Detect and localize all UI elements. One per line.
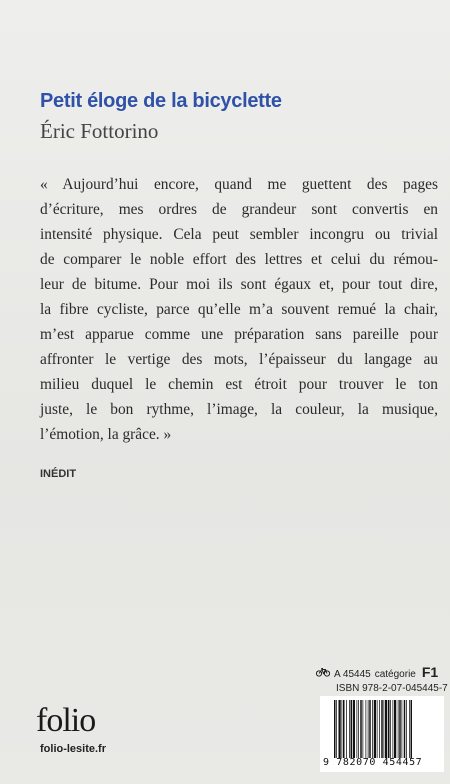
- barcode-bar: [398, 700, 399, 758]
- barcode: [320, 696, 444, 772]
- barcode-bar: [381, 700, 383, 758]
- barcode-bars: [334, 700, 434, 758]
- barcode-bar: [402, 700, 403, 758]
- book-title: Petit éloge de la bicyclette: [40, 90, 282, 112]
- quote-line: « Aujourd’hui encore, quand me guettent des pages: [40, 176, 438, 193]
- barcode-bar: [360, 700, 362, 758]
- barcode-bar: [384, 700, 385, 758]
- barcode-bar: [409, 700, 410, 758]
- bicycle-icon: [316, 667, 330, 677]
- book-author: Éric Fottorino: [40, 119, 159, 143]
- barcode-bar: [374, 700, 376, 758]
- barcode-bar: [358, 700, 359, 758]
- barcode-bar: [369, 700, 371, 758]
- inedit-label: INÉDIT: [40, 468, 77, 480]
- barcode-bar: [349, 700, 350, 758]
- catalog-code: A 45445: [334, 669, 371, 680]
- barcode-bar: [336, 700, 337, 758]
- barcode-bar: [366, 700, 367, 758]
- barcode-bar: [404, 700, 406, 758]
- barcode-bar: [372, 700, 373, 758]
- quote-line: juste, le bon rythme, l’image, la couleur, la musique,: [40, 401, 438, 418]
- barcode-bar: [411, 700, 413, 758]
- categorie-label: catégorie: [374, 669, 416, 680]
- isbn: ISBN 978-2-07-045445-7: [336, 683, 448, 694]
- barcode-bar: [388, 700, 390, 758]
- barcode-bar: [399, 700, 401, 758]
- barcode-number: 9 782070 454457: [323, 757, 423, 768]
- barcode-bar: [394, 700, 396, 758]
- barcode-bar: [339, 700, 341, 758]
- barcode-bar: [353, 700, 355, 758]
- barcode-bar: [343, 700, 345, 758]
- barcode-bar: [379, 700, 380, 758]
- barcode-bar: [351, 700, 353, 758]
- barcode-bar: [363, 700, 364, 758]
- barcode-bar: [385, 700, 387, 758]
- barcode-bar: [368, 700, 369, 758]
- quote-line: milieu duquel le chemin est étroit pour trouver le ton: [40, 376, 438, 393]
- quote-line: m’est apparue comme une préparation sans pareille pour: [40, 326, 438, 343]
- barcode-bar: [342, 700, 343, 758]
- barcode-bar: [357, 700, 358, 758]
- quote-line: de comparer le noble effort des lettres et celui du rémou-: [40, 251, 438, 268]
- barcode-bar: [406, 700, 407, 758]
- publisher-logo: folio: [36, 702, 96, 739]
- barcode-bar: [346, 700, 347, 758]
- quote-line: l’émotion, la grâce. »: [40, 426, 172, 443]
- barcode-bar: [390, 700, 391, 758]
- barcode-bar: [377, 700, 378, 758]
- catalog-info: [316, 664, 438, 680]
- back-cover-quote: [40, 172, 438, 447]
- barcode-bar: [393, 700, 394, 758]
- quote-line: intensité physique. Cela peut sembler incongru ou trivial: [40, 226, 438, 243]
- barcode-bar: [334, 700, 336, 758]
- quote-line: leur de bitume. Pour moi ils sont égaux et, pour tout dire,: [40, 276, 438, 293]
- publisher-site: folio-lesite.fr: [40, 743, 107, 755]
- quote-line: la fibre cycliste, parce qu’elle m’a souvent remué la chair,: [40, 301, 438, 318]
- categorie-value: F1: [421, 664, 439, 680]
- quote-line: affronter le vertige des mots, l’épaisseur du langage au: [40, 351, 438, 368]
- quote-line: d’écriture, mes ordres de grandeur sont convertis en: [40, 201, 438, 218]
